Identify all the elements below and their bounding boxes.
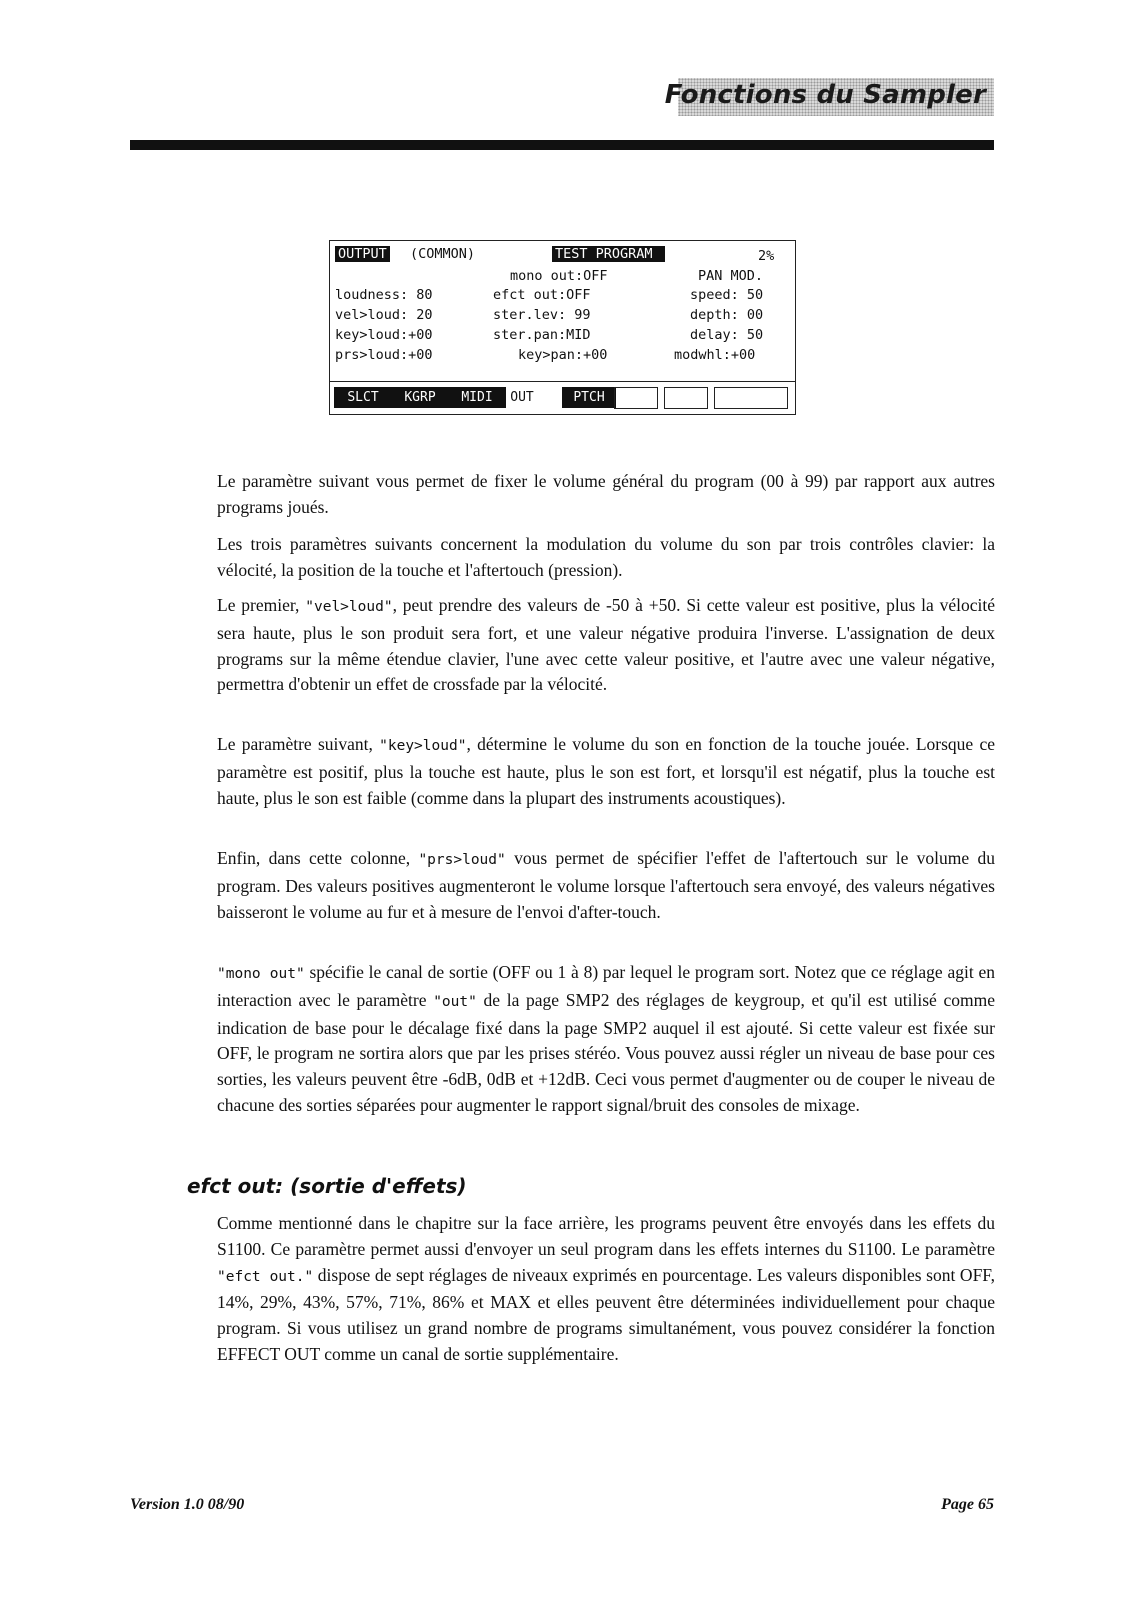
lcd-program-name: TEST PROGRAM	[552, 246, 665, 262]
lcd-section: (COMMON)	[410, 246, 476, 262]
footer-version: Version 1.0 08/90	[130, 1496, 245, 1513]
lcd-key-pan: key>pan:+00	[518, 347, 608, 363]
lcd-percent: 2%	[758, 248, 775, 264]
paragraph-mono-out: "mono out" spécifie le canal de sortie (OFF ou 1 à 8) par lequel le program sort. Notez que ce réglage agit en interaction avec le paramètre "out" de la page SMP2 des réglages de keygroup, et qu'il est utilisé comme indication de base pour le décalage fixé dans la page SMP2 auquel il est ajouté. Si cette valeur est fixée sur OFF, le program ne sortira alors que par les prises stéréo. Vous pouvez aussi régler un niveau de base pour ces sorties, les valeurs peuvent être -6dB, 0dB et +12dB. Ceci vous permet d'augmenter ou de couper le niveau de chacune des sorties séparées pour augmenter le rapport signal/bruit des consoles de mixage.	[217, 962, 995, 1115]
lcd-screen	[329, 240, 796, 415]
paragraph-three-params: Les trois paramètres suivants concernent la modulation du volume du son par trois contrôles clavier: la vélocité, la position de la touche et l'aftertouch (pression).	[217, 534, 995, 580]
softkey-empty-3	[714, 387, 788, 409]
lcd-modwhl: modwhl:+00	[674, 347, 756, 363]
lcd-key-loud: key>loud:+00	[335, 327, 433, 343]
softkey-empty-2	[664, 387, 708, 409]
lcd-loudness: loudness: 80	[335, 287, 433, 303]
header-rule	[130, 140, 994, 150]
lcd-efct-out: efct out:OFF	[493, 287, 591, 303]
paragraph-efct-out: Comme mentionné dans le chapitre sur la face arrière, les programs peuvent être envoyés dans les effets du S1100. Ce paramètre permet aussi d'envoyer un seul program dans les effets internes du S1100. Le paramètre "efct out." dispose de sept réglages de niveaux exprimés en pourcentage. Les valeurs disponibles sont OFF, 14%, 29%, 43%, 57%, 71%, 86% et MAX et elles peuvent être déterminées individuellement pour chaque program. Si vous utilisez un grand nombre de programs simultanément, vous pouvez considérer la fonction EFFECT OUT comme un canal de sortie supplémentaire.	[217, 1213, 996, 1364]
softkey-empty-1	[614, 387, 658, 409]
softkey-midi: MIDI	[448, 387, 506, 408]
softkey-slct: SLCT	[334, 387, 392, 408]
lcd-depth: depth: 00	[690, 307, 764, 323]
paragraph-key-loud: Le paramètre suivant, "key>loud", détermine le volume du son en fonction de la touche jouée. Lorsque ce paramètre est positif, plus la touche est haute, plus le son est fort, et lorsqu'il est négatif, plus la touche est haute, plus le son est faible (comme dans la plupart des instruments acoustiques).	[217, 734, 995, 808]
lcd-delay: delay: 50	[690, 327, 764, 343]
lcd-ster-lev: ster.lev: 99	[493, 307, 591, 323]
paragraph-vel-loud: Le premier, "vel>loud", peut prendre des valeurs de -50 à +50. Si cette valeur est positive, plus la vélocité sera haute, plus le son produit sera fort, et une valeur négative produira l'inverse. L'assignation de deux programs sur la même étendue clavier, l'une avec cette valeur positive, et l'autre avec une valeur négative, permettra d'obtenir un effet de crossfade par la vélocité.	[217, 595, 996, 695]
lcd-mono-out: mono out:OFF	[510, 268, 608, 284]
page-header-title: Fonctions du Sampler	[664, 80, 986, 110]
paragraph-loudness: Le paramètre suivant vous permet de fixer le volume général du program (00 à 99) par rapport aux autres programs joués.	[217, 471, 995, 517]
lcd-vel-loud: vel>loud: 20	[335, 307, 433, 323]
lcd-speed: speed: 50	[690, 287, 764, 303]
lcd-separator	[330, 381, 795, 382]
softkey-ptch: PTCH	[562, 387, 616, 408]
section-heading-efct-out: efct out: (sortie d'effets)	[187, 1174, 467, 1198]
lcd-prs-loud: prs>loud:+00	[335, 347, 433, 363]
paragraph-prs-loud: Enfin, dans cette colonne, "prs>loud" vous permet de spécifier l'effet de l'aftertouch sur le volume du program. Des valeurs positives augmenteront le volume lorsque l'aftertouch sera envoyé, des valeurs négatives baisseront le volume au fur et à mesure de l'envoi d'after-touch.	[217, 848, 995, 922]
footer-page-number: Page 65	[941, 1496, 994, 1513]
lcd-ster-pan: ster.pan:MID	[493, 327, 591, 343]
lcd-mode: OUTPUT	[335, 246, 390, 262]
softkey-out: OUT	[510, 390, 534, 405]
softkey-kgrp: KGRP	[392, 387, 448, 408]
lcd-pan-mod: PAN MOD.	[698, 268, 764, 284]
